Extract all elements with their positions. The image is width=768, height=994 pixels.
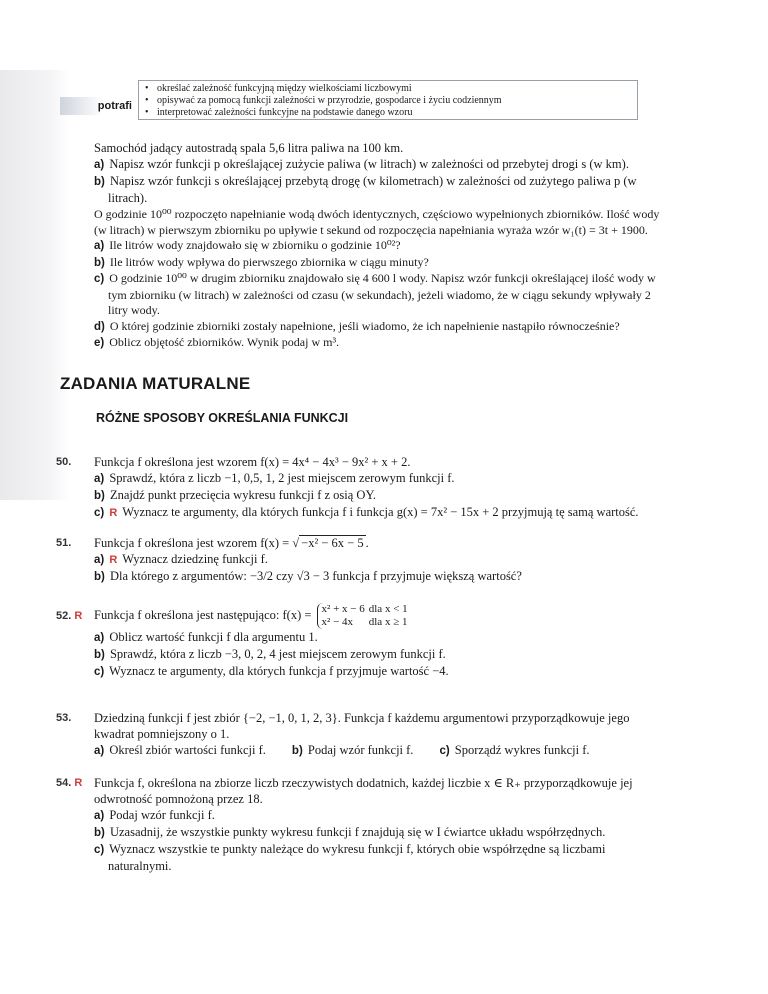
task-part-a: a) R Wyznacz dziedzinę funkcji f. (94, 552, 268, 566)
skill-item: • określać zależność funkcyjną między wielkościami liczbowymi (145, 83, 631, 95)
task-number: 51. (56, 537, 72, 549)
skill-item: • interpretować zależności funkcyjne na podstawie danego wzoru (145, 107, 631, 119)
skills-label: potrafi (60, 97, 138, 115)
task-part-c: c) Wyznacz wszystkie te punkty należące do wykresu funkcji f, których obie współrzędne są liczbami naturalnymi. (94, 842, 606, 873)
task-parts-row (94, 742, 664, 759)
piecewise-definition: x² + x − 6 dla x < 1 x² − 4x dla x ≥ 1 (317, 603, 412, 629)
task-intro: Funkcja f, określona na zbiorze liczb rzeczywistych dodatnich, każdej liczbie x ∈ R₊ przyporządkowuje jej odwrotność pomnożoną przez 18. (94, 776, 633, 806)
task-intro: Samochód jadący autostradą spala 5,6 litra paliwa na 100 km. (94, 141, 404, 155)
task-part-a: a) Podaj wzór funkcji f. (94, 808, 215, 822)
task-part-a: a) Napisz wzór funkcji p określającej zużycie paliwa (w litrach) w zależności od przebytej drogi s (w km). (94, 157, 629, 171)
task-part-c: c) Sporządź wykres funkcji f. (439, 743, 590, 757)
task-part-b: b) Podaj wzór funkcji f. (291, 743, 414, 757)
task-tanks (94, 207, 664, 352)
task-part-a: a) Ile litrów wody znajdowało się w zbiorniku o godzinie 10⁰²? (94, 238, 401, 252)
task-number: 53. (56, 712, 72, 724)
task-part-b: b) Sprawdź, która z liczb −3, 0, 2, 4 jest miejscem zerowym funkcji f. (94, 647, 446, 661)
task-number: 52. R (56, 610, 83, 622)
task-part-d: d) O której godzinie zbiorniki zostały napełnione, jeśli wiadomo, że ich napełnienie nastąpiło równocześnie? (94, 318, 620, 333)
task-part-b: b) Uzasadnij, że wszystkie punkty wykresu funkcji f znajdują się w I ćwiartce układu współrzędnych. (94, 825, 606, 839)
task-number: 50. (56, 456, 72, 468)
task-number: 54. R (56, 777, 83, 789)
skill-item: • opisywać za pomocą funkcji zależności w przyrodzie, gospodarce i życiu codziennym (145, 95, 631, 107)
task-intro: Funkcja f określona jest wzorem f(x) = 4x⁴ − 4x³ − 9x² + x + 2. (94, 455, 411, 469)
task-52 (94, 603, 664, 680)
skills-box (138, 80, 638, 120)
task-part-a: a) Określ zbiór wartości funkcji f. (94, 743, 266, 757)
task-intro: O godzinie 10⁰⁰ rozpoczęto napełnianie wodą dwóch identycznych, częściowo wypełnionych zbiorników. Ilość wody (w litrach) w pierwszym zbiorniku po upływie t sekund od rozpoczęcia napełniania wyraża wzór w₁(t) = 3t + 1900. (94, 207, 660, 237)
task-part-a: a) Oblicz wartość funkcji f dla argumentu 1. (94, 630, 318, 644)
task-part-b: b) Dla którego z argumentów: −3/2 czy √3 − 3 funkcja f przyjmuje większą wartość? (94, 569, 522, 583)
task-part-a: a) Sprawdź, która z liczb −1, 0,5, 1, 2 jest miejscem zerowym funkcji f. (94, 471, 455, 485)
task-part-b: b) Znajdź punkt przecięcia wykresu funkcji f z osią OY. (94, 488, 376, 502)
task-part-b: b) Napisz wzór funkcji s określającej przebytą drogę (w kilometrach) w zależności od zużytego paliwa p (w litrach). (94, 174, 637, 205)
task-intro: Funkcja f określona jest wzorem f(x) = √ −x² − 6x − 5 . (94, 536, 369, 550)
task-53 (94, 710, 664, 759)
task-part-c: c) Wyznacz te argumenty, dla których funkcja f przyjmuje wartość −4. (94, 664, 449, 678)
task-fuel (94, 140, 664, 206)
task-part-c: c) O godzinie 10⁰⁰ w drugim zbiorniku znajdowało się 4 600 l wody. Napisz wzór funkcji określającej ilość wody w tym zbiorniku (w litrach) w zależności od czasu (w sekundach), jeżeli wiadomo, że w ciągu sekundy wpływały 2 litry wody. (94, 271, 656, 317)
task-intro: Dziedziną funkcji f jest zbiór {−2, −1, 0, 1, 2, 3}. Funkcja f każdemu argumentowi przyporządkowuje jego kwadrat pomniejszony o 1. (94, 711, 630, 741)
task-54 (94, 775, 664, 874)
page-edge-shading (0, 70, 70, 500)
task-part-b: b) Ile litrów wody wpływa do pierwszego zbiornika w ciągu minuty? (94, 254, 429, 269)
task-50 (94, 454, 664, 521)
task-part-e: e) Oblicz objętość zbiorników. Wynik podaj w m³. (94, 335, 340, 349)
subsection-title: RÓŻNE SPOSOBY OKREŚLANIA FUNKCJI (96, 411, 349, 425)
task-intro: Funkcja f określona jest następująco: f(x) = x² + x − 6 dla x < 1 x² − 4x dla x ≥ 1 (94, 603, 664, 629)
task-part-c: c) R Wyznacz te argumenty, dla których funkcja f i funkcja g(x) = 7x² − 15x + 2 przyjmują tę samą wartość. (94, 505, 639, 519)
task-51 (94, 535, 664, 585)
section-title: ZADANIA MATURALNE (60, 374, 251, 393)
